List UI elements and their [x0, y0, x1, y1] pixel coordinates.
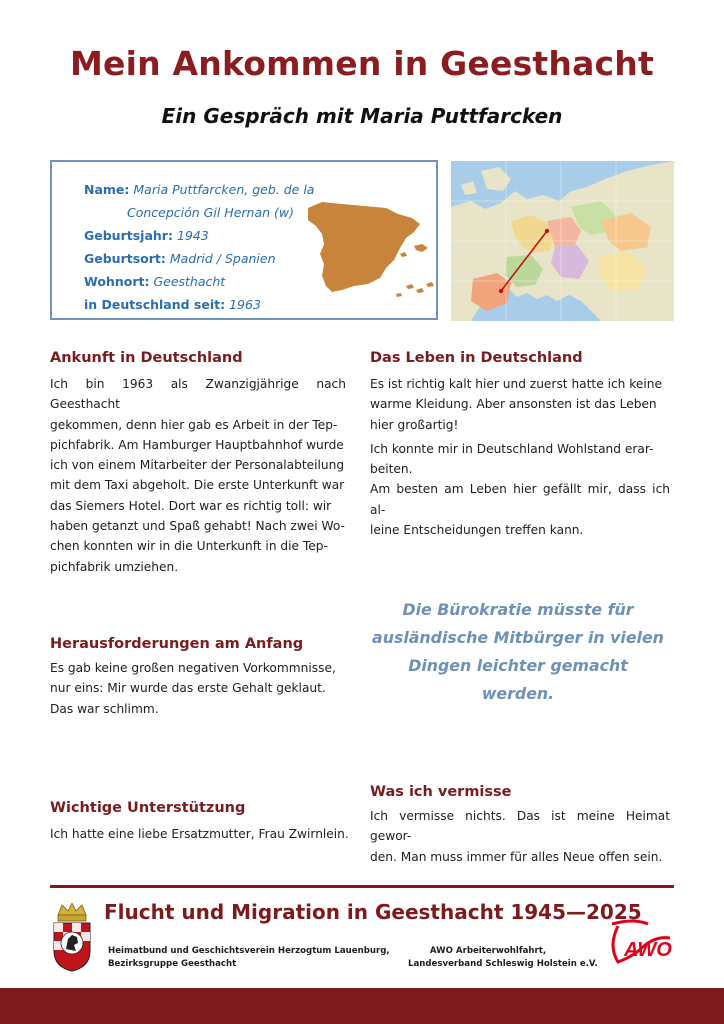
- text-line: beiten.: [370, 462, 413, 477]
- info-birthyear-row: [84, 228, 209, 243]
- heading-support: Wichtige Unterstützung: [50, 800, 246, 816]
- footer-divider: [50, 885, 674, 888]
- text-line: mit dem Taxi abgeholt. Die erste Unterkunft war: [50, 478, 345, 493]
- text-line: nur eins: Mir wurde das erste Gehalt geklaut.: [50, 681, 326, 696]
- awo-logo-icon: [604, 916, 676, 968]
- quote-line: Die Bürokratie müsste für: [402, 600, 634, 619]
- text-line: Ich vermisse nichts. Das ist meine Heimat gewor-: [370, 809, 670, 844]
- heading-challenges: Herausforderungen am Anfang: [50, 636, 304, 652]
- challenges-text: [50, 658, 346, 719]
- europe-map-icon: [451, 161, 674, 321]
- bottom-bar: [0, 988, 724, 1024]
- info-since-value: 1963: [229, 297, 261, 312]
- info-since-row: [84, 297, 261, 312]
- awo-logo-text: AWO: [624, 939, 672, 961]
- text-line: pichfabrik. Am Hamburger Hauptbahnhof wurde: [50, 437, 344, 452]
- info-residence-row: [84, 274, 225, 289]
- page-title: Mein Ankommen in Geesthacht: [70, 44, 654, 83]
- info-birthplace-label: Geburtsort:: [84, 251, 166, 266]
- info-name-row: [84, 182, 314, 197]
- text-line: Am besten am Leben hier gefällt mir, dass ich al-: [370, 482, 670, 517]
- heading-miss: Was ich vermisse: [370, 784, 512, 800]
- info-residence-label: Wohnort:: [84, 274, 150, 289]
- text-line: Es ist richtig kalt hier und zuerst hatte ich keine: [370, 377, 662, 391]
- miss-text: [370, 806, 670, 867]
- text-line: Das war schlimm.: [50, 701, 159, 716]
- info-name-label: Name:: [84, 182, 130, 197]
- quote-line: Dingen leichter gemacht werden.: [408, 656, 628, 703]
- text-line: Ich bin 1963 als Zwanzigjährige nach Geesthacht: [50, 377, 346, 412]
- page-subtitle: Ein Gespräch mit Maria Puttfarcken: [161, 104, 563, 128]
- text-line: Ich hatte eine liebe Ersatzmutter, Frau Zwirnlein.: [50, 827, 349, 841]
- text-line: ich von einem Mitarbeiter der Personalabteilung: [50, 458, 345, 473]
- footer-title: Flucht und Migration in Geesthacht 1945—2025: [104, 900, 642, 924]
- info-name-row-2: [127, 205, 294, 220]
- heading-life: Das Leben in Deutschland: [370, 350, 583, 366]
- info-residence-value: Geesthacht: [153, 274, 226, 289]
- info-since-label: in Deutschland seit:: [84, 297, 226, 312]
- info-birthyear-label: Geburtsjahr:: [84, 228, 173, 243]
- text-line: warme Kleidung. Aber ansonsten ist das Leben: [370, 397, 657, 412]
- heading-arrival: Ankunft in Deutschland: [50, 350, 243, 366]
- org-right-line: Landesverband Schleswig Holstein e.V.: [408, 959, 598, 969]
- info-name-value: Maria Puttfarcken, geb. de la: [133, 182, 315, 197]
- text-line: gekommen, denn hier gab es Arbeit in der Tep-: [50, 417, 338, 432]
- text-line: pichfabrik umziehen.: [50, 559, 179, 574]
- text-line: chen konnten wir in die Unterkunft in die Tep-: [50, 539, 328, 554]
- info-birthyear-value: 1943: [176, 228, 209, 243]
- info-birthplace-row: [84, 251, 276, 266]
- text-line: hier großartig!: [370, 417, 459, 432]
- text-line: leine Entscheidungen treffen kann.: [370, 523, 584, 538]
- spain-map-icon: [302, 194, 436, 300]
- text-line: Ich konnte mir in Deutschland Wohlstand erar-: [370, 441, 654, 456]
- quote-line: ausländische Mitbürger in vielen: [372, 628, 664, 647]
- org-left-line: Heimatbund und Geschichtsverein Herzogtum Lauenburg,: [108, 946, 390, 956]
- org-left-line: Bezirksgruppe Geesthacht: [108, 959, 237, 969]
- text-line: haben getanzt und Spaß gehabt! Nach zwei Wo-: [50, 519, 345, 534]
- org-left: [108, 945, 390, 971]
- quote: [370, 596, 666, 708]
- org-right: [408, 945, 598, 971]
- life-text: [370, 374, 670, 540]
- text-line: Es gab keine großen negativen Vorkommnisse,: [50, 661, 336, 675]
- info-name-value-2: Concepción Gil Hernan (w): [127, 205, 294, 220]
- org-right-line: AWO Arbeiterwohlfahrt,: [429, 946, 547, 956]
- text-line: das Siemers Hotel. Dort war es richtig toll: wir: [50, 498, 332, 513]
- info-birthplace-value: Madrid / Spanien: [169, 251, 276, 266]
- text-line: den. Man muss immer für alles Neue offen sein.: [370, 849, 663, 864]
- crest-icon: [50, 903, 94, 973]
- arrival-text: [50, 374, 346, 577]
- support-text: [50, 824, 350, 844]
